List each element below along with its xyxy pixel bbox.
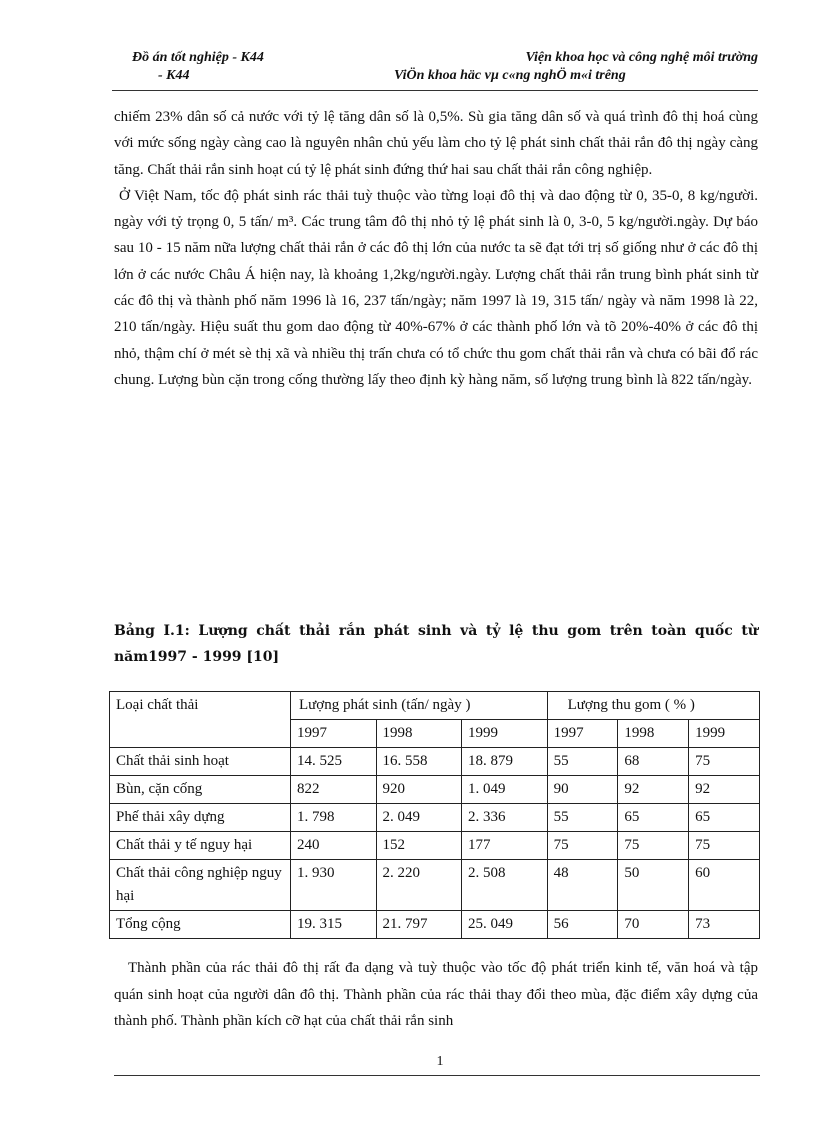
cell: 75	[547, 832, 618, 860]
cell: 65	[689, 804, 760, 832]
cell: 70	[618, 911, 689, 939]
cell-type: Bùn, cặn cống	[110, 776, 291, 804]
cell: 18. 879	[462, 748, 548, 776]
paragraph-3: Thành phần của rác thải đô thị rất đa dạng và tuỳ thuộc vào tốc độ phát triển kinh tế, văn hoá và tập quán sinh hoạt của người dân đô thị. Thành phần của rác thải thay đổi theo mùa, đặc điểm xây dựng của thành phố. Thành phần kích cỡ hạt của chất thải rắn sinh	[114, 960, 758, 1029]
page-number: 1	[436, 1054, 444, 1069]
year-cell: 1999	[689, 720, 760, 748]
cell: 55	[547, 748, 618, 776]
table-row	[110, 804, 760, 832]
cell: 1. 930	[291, 860, 377, 911]
cell: 92	[618, 776, 689, 804]
paragraph-1: chiếm 23% dân số cả nước với tỷ lệ tăng dân số là 0,5%. Sù gia tăng dân số và quá trình đô thị hoá cùng với mức sống ngày càng cao là nguyên nhân chủ yếu làm cho tỷ lệ phát sinh chất thải rắn đô thị ngày càng tăng. Chất thải rắn sinh hoạt cú tỷ lệ phát sinh đứng thứ hai sau chất thải rắn công nghiệp.	[114, 109, 758, 178]
cell: 25. 049	[462, 911, 548, 939]
header-divider	[112, 90, 758, 91]
header-right-line1: Viện khoa học và công nghệ môi trường	[525, 50, 758, 65]
header-generation: Lượng phát sinh (tấn/ ngày )	[291, 692, 548, 720]
cell: 48	[547, 860, 618, 911]
cell: 240	[291, 832, 377, 860]
cell-type: Chất thải công nghiệp nguy hại	[110, 860, 291, 911]
table-row	[110, 748, 760, 776]
cell: 2. 508	[462, 860, 548, 911]
body-text-2	[114, 955, 758, 1035]
year-cell: 1997	[547, 720, 618, 748]
body-text	[114, 104, 758, 393]
header-left-line2: - K44	[158, 68, 190, 83]
cell: 56	[547, 911, 618, 939]
table-caption: Bảng I.1: Lượng chất thải rắn phát sinh và tỷ lệ thu gom trên toàn quốc từ năm1997 - 1999 [10]	[114, 623, 758, 665]
cell: 21. 797	[376, 911, 462, 939]
page-header	[112, 49, 758, 95]
year-cell: 1999	[462, 720, 548, 748]
cell: 1. 798	[291, 804, 377, 832]
header-waste-type: Loại chất thải	[110, 692, 291, 748]
cell: 75	[689, 748, 760, 776]
paragraph-2: Ở Việt Nam, tốc độ phát sinh rác thải tuỳ thuộc vào từng loại đô thị và dao động từ 0, 35-0, 8 kg/người. ngày với tỷ trọng 0, 5 tấn/ m³. Các trung tâm đô thị nhỏ tỷ lệ phát sinh là 0, 3-0, 5 kg/người.ngày. Dự báo sau 10 - 15 năm nữa lượng chất thải rắn ở các đô thị lớn của nước ta sẽ đạt tới trị số giống như ở các đô thị lớn ở các nước Châu Á hiện nay, là khoảng 1,2kg/người.ngày. Lượng chất thải rắn trung bình phát sinh từ các đô thị và thành phố năm 1996 là 16, 237 tấn/ngày; năm 1997 là 19, 315 tấn/ ngày và năm 1998 là 22, 210 tấn/ngày. Hiệu suất thu gom dao động từ 40%-67% ở các thành phố lớn và tõ 20%-40% ở các đô thị nhỏ, thậm chí ở mét sè thị xã và nhiều thị trấn chưa có tổ chức thu gom chất thải rắn và chưa có bãi đổ rác chung. Lượng bùn cặn trong cống thường lấy theo định kỳ hàng năm, số lượng trung bình là 822 tấn/ngày.	[114, 187, 758, 388]
cell: 92	[689, 776, 760, 804]
table-row	[110, 860, 760, 911]
cell: 60	[689, 860, 760, 911]
waste-table	[109, 691, 760, 939]
header-collection: Lượng thu gom ( % )	[547, 692, 759, 720]
cell-type: Tổng cộng	[110, 911, 291, 939]
cell: 1. 049	[462, 776, 548, 804]
header-right-line2: ViÖn khoa häc vµ c«ng nghÖ m«i trêng	[394, 68, 626, 83]
cell: 14. 525	[291, 748, 377, 776]
cell: 2. 336	[462, 804, 548, 832]
cell: 55	[547, 804, 618, 832]
footer-divider	[114, 1075, 760, 1076]
table-header-row	[110, 692, 760, 720]
cell: 73	[689, 911, 760, 939]
cell: 90	[547, 776, 618, 804]
year-cell: 1998	[376, 720, 462, 748]
cell-type: Phế thải xây dựng	[110, 804, 291, 832]
cell-type: Chất thải sinh hoạt	[110, 748, 291, 776]
cell: 75	[618, 832, 689, 860]
cell: 68	[618, 748, 689, 776]
cell: 19. 315	[291, 911, 377, 939]
cell: 65	[618, 804, 689, 832]
year-cell: 1997	[291, 720, 377, 748]
header-left-line1: Đồ án tốt nghiệp - K44	[132, 50, 264, 65]
cell: 152	[376, 832, 462, 860]
cell: 822	[291, 776, 377, 804]
cell: 50	[618, 860, 689, 911]
cell: 920	[376, 776, 462, 804]
cell: 2. 220	[376, 860, 462, 911]
year-cell: 1998	[618, 720, 689, 748]
table-row	[110, 776, 760, 804]
cell-type: Chất thải y tế nguy hại	[110, 832, 291, 860]
cell: 2. 049	[376, 804, 462, 832]
cell: 177	[462, 832, 548, 860]
table-row-total	[110, 911, 760, 939]
cell: 75	[689, 832, 760, 860]
cell: 16. 558	[376, 748, 462, 776]
table-row	[110, 832, 760, 860]
